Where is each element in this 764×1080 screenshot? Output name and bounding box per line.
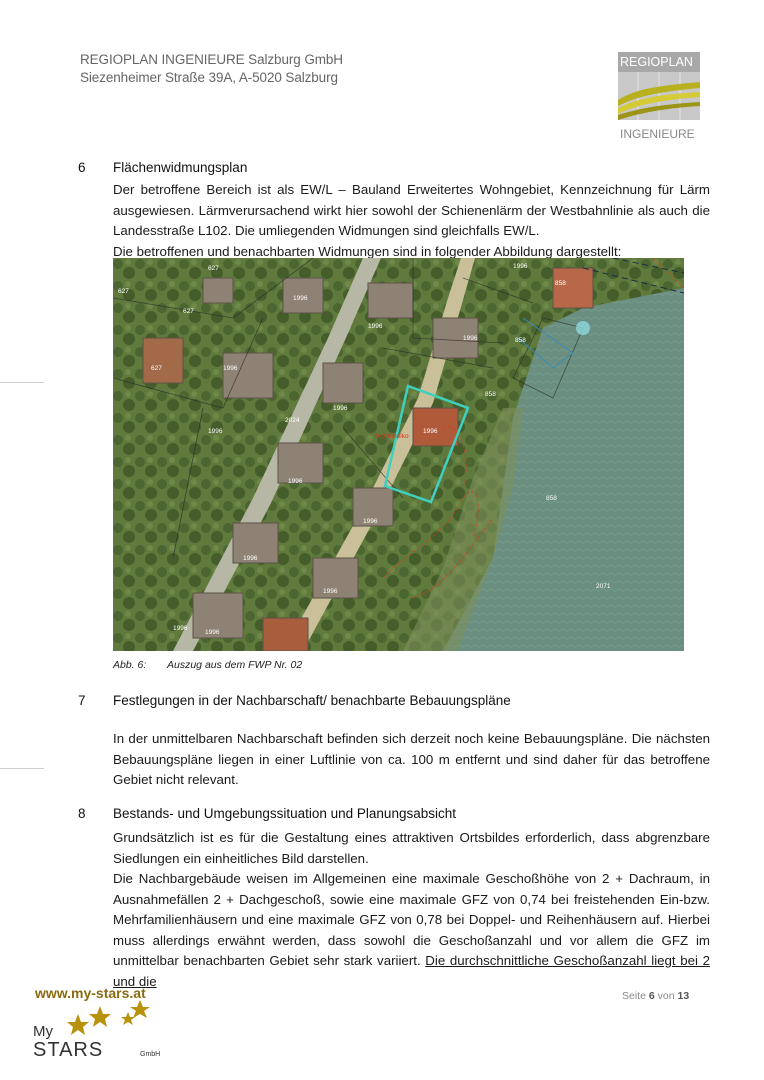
- logo-stars: STARS: [33, 1039, 104, 1060]
- map-label: 2071: [596, 583, 611, 590]
- map-label: 1996: [513, 263, 528, 270]
- map-label: 1996: [173, 625, 188, 632]
- section-8-paragraph-1: Grundsätzlich ist es für die Gestaltung eines attraktiven Ortsbildes erforderlich, dass abgrenzbare Siedlungen ein einheitliches Bild darstellen.: [113, 830, 710, 866]
- map-label: 1996: [363, 518, 378, 525]
- logo-gmbh: GmbH: [140, 1051, 161, 1058]
- regioplan-logo: [618, 52, 700, 142]
- map-label: 858: [485, 391, 496, 398]
- map-label: 1996: [293, 295, 308, 302]
- map-label: 1996: [288, 478, 303, 485]
- section-6-body: [113, 180, 710, 262]
- map-label: 627: [183, 308, 194, 315]
- page-prefix: Seite: [622, 990, 646, 1002]
- map-label: 1996: [463, 335, 478, 342]
- map-label: 1996: [243, 555, 258, 562]
- page-total: 13: [677, 990, 690, 1002]
- figure-caption: Auszug aus dem FWP Nr. 02: [167, 659, 303, 671]
- map-label: 1996: [423, 428, 438, 435]
- map-label: 1996: [223, 365, 238, 372]
- map-label: 858: [546, 495, 557, 502]
- section-7-number: 7: [78, 693, 86, 708]
- margin-rule: [0, 382, 44, 383]
- logo-bottom-text: INGENIEURE: [620, 127, 695, 141]
- section-8-title: Bestands- und Umgebungssituation und Planungsabsicht: [113, 806, 456, 821]
- map-label: 1996: [333, 405, 348, 412]
- logo-my: My: [33, 1023, 53, 1040]
- fwp-aerial-map: [113, 258, 684, 651]
- company-address: Siezenheimer Straße 39A, A-5020 Salzburg: [80, 70, 338, 85]
- map-label-red: Mot Mbolko: [375, 433, 409, 440]
- logo-top-text: REGIOPLAN: [620, 55, 693, 69]
- margin-rule: [0, 768, 44, 769]
- section-8-paragraph-2: [113, 869, 710, 992]
- section-8-paragraph-2-text: Die Nachbargebäude weisen im Allgemeinen eine maximale Geschoßhöhe von 2 + Dachraum, in Ausnahmefällen 2 + Dachgeschoß, sowie eine maximale GFZ von 0,74 bei freistehenden Ein-bzw. Mehrfamilienhäusern und eine maximale GFZ von 0,78 bei Doppel- und Reihenhäusern auf. Hierbei muss allerdings erwähnt werden, dass sowohl die Geschoßanzahl und vor allem die GFZ im unmittelbar benachbarten Gebiet sehr stark variiert.: [113, 871, 710, 968]
- section-6-number: 6: [78, 160, 86, 175]
- section-6-paragraph-2: Die betroffenen und benachbarten Widmungen sind in folgender Abbildung dargestellt:: [113, 243, 622, 259]
- page-current: 6: [648, 990, 655, 1002]
- section-6-paragraph-1: Der betroffene Bereich ist als EW/L – Bauland Erweitertes Wohngebiet, Kennzeichnung für Lärm ausgewiesen. Lärmverursachend wirkt hier sowohl der Schienenlärm der Westbahnlinie als auch die Landesstraße L102. Die umliegenden Widmungen sind gleichfalls EW/L.: [113, 182, 710, 238]
- map-label: 1996: [368, 323, 383, 330]
- map-label: 1996: [205, 629, 220, 636]
- map-label: 627: [118, 288, 129, 295]
- section-8-body: [113, 828, 710, 992]
- figure-label: Abb. 6:: [113, 659, 147, 671]
- footer-url[interactable]: www.my-stars.at: [35, 985, 146, 1001]
- section-8-underlined-text: Die durchschnittliche Geschoßanzahl liegt bei 2 und die: [113, 953, 710, 989]
- section-8-number: 8: [78, 806, 86, 821]
- section-7-title: Festlegungen in der Nachbarschaft/ benachbarte Bebauungspläne: [113, 693, 511, 708]
- map-label: 1996: [208, 428, 223, 435]
- my-stars-logo: [30, 998, 170, 1060]
- page-number: [622, 990, 689, 1002]
- company-name: REGIOPLAN INGENIEURE Salzburg GmbH: [80, 52, 343, 67]
- map-label: 627: [208, 265, 219, 272]
- map-label: 858: [555, 280, 566, 287]
- section-7-paragraph: In der unmittelbaren Nachbarschaft befinden sich derzeit noch keine Bebauungspläne. Die nächsten Bebauungspläne liegen in einer Luftlinie von ca. 100 m entfernt und sind daher für das betroffene Gebiet nicht relevant.: [113, 731, 710, 787]
- map-label: 858: [515, 337, 526, 344]
- map-label: 2024: [285, 417, 300, 424]
- map-label: 627: [151, 365, 162, 372]
- page-sep: von: [657, 990, 675, 1002]
- section-6-title: Flächenwidmungsplan: [113, 160, 248, 175]
- map-label: 1996: [323, 588, 338, 595]
